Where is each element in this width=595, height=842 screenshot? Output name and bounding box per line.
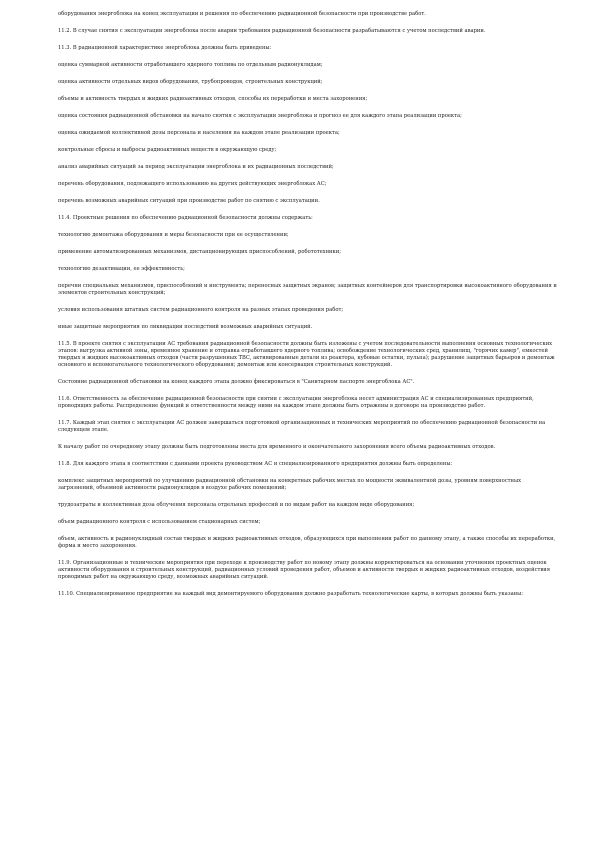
list-item: объем радиационного контроля с использованием стационарных систем;	[58, 519, 261, 525]
paragraph: Состояние радиационной обстановки на конец каждого этапа должно фиксироваться в "Санитарном паспорте энергоблока АС".	[58, 379, 415, 385]
list-item: оценка суммарной активности отработавшего ядерного топлива по отдельным радионуклидам;	[58, 62, 323, 68]
list-item: условия использования штатных систем радиационного контроля на разных этапах проведения работ;	[58, 307, 344, 313]
document-body	[58, 11, 558, 598]
paragraph: 11.2. В случае снятия с эксплуатации энергоблока после аварии требования радиационной безопасности разрабатываются с учетом последствий аварии.	[58, 28, 486, 34]
paragraph: 11.6. Ответственность за обеспечение радиационной безопасности при снятии с эксплуатации энергоблока несет администрация АС и специализированных предприятий, проводящих работы. Распределение функций и ответственности между ними на каждом этапе должны быть отражены в договоре на производство работ.	[58, 396, 534, 409]
paragraph: 11.8. Для каждого этапа в соответствии с данными проекта руководством АС и специализированного предприятия должны быть определены:	[58, 461, 453, 467]
list-item: оценка ожидаемой коллективной дозы персонала и населения на каждом этапе реализации проекта;	[58, 130, 340, 136]
list-item: перечень возможных аварийных ситуаций при производстве работ по снятию с эксплуатации.	[58, 198, 320, 204]
list-item: оценка состояния радиационной обстановки на начало снятия с эксплуатации энергоблока и прогноз ее для каждого этапа реализации проекта;	[58, 113, 462, 119]
list-item: иные защитные мероприятия по ликвидации последствий возможных аварийных ситуаций.	[58, 324, 313, 330]
list-item: технологию демонтажа оборудования и меры безопасности при ее осуществлении;	[58, 232, 289, 238]
list-item: оценка активности отдельных видов оборудования, трубопроводов, строительных конструкций;	[58, 79, 323, 85]
list-item: применение автоматизированных механизмов, дистанционирующих приспособлений, робототехники;	[58, 249, 341, 255]
paragraph: 11.3. В радиационной характеристике энергоблока должны быть приведены:	[58, 45, 272, 51]
list-item: объемы и активность твердых и жидких радиоактивных отходов, способы их переработки и места захоронения;	[58, 96, 368, 102]
paragraph: 11.5. В проекте снятия с эксплуатации АС требования радиационной безопасности должны быть изложены с учетом последовательности выполнения основных технологических этапов: выгрузка активной зоны, временное хранение и отправка отработавшего ядерного топлива; освобождение технологических сред, хранилищ, "горячих камер", емкостей твердых и жидких высокоактивных отходов (части разрушенных ТВС, активированные детали из реактора, кубовые остатки, пульпа); разрушение защитных барьеров и демонтаж основного и вспомогательного технологического оборудования; демонтаж или консервация строительных конструкций.	[58, 341, 555, 368]
list-item: комплекс защитных мероприятий по улучшению радиационной обстановки на конкретных рабочих местах по мощности эквивалентной дозы, уровням поверхностных загрязнений, объемной активности радионуклидов в воздухе рабочих помещений;	[58, 478, 521, 491]
list-item: контрольные сбросы и выбросы радиоактивных веществ в окружающую среду;	[58, 147, 277, 153]
list-item: трудозатраты и коллективная доза облучения персонала отдельных профессий и по видам работ на каждом виде оборудования;	[58, 502, 415, 508]
paragraph: 11.9. Организационные и технические мероприятия при переходе к производству работ по новому этапу должны корректироваться на основании уточнения проектных оценок активности оборудования и строительных конструкций, радиационных условий проведения работ, объемов и активности твердых и жидких радиоактивных отходов, воздействия проводимых работ на окружающую среду, возможных аварийных ситуаций.	[58, 560, 550, 580]
list-item: технологию дезактивации, ее эффективность;	[58, 266, 185, 272]
list-item: объем, активность и радионуклидный состав твердых и жидких радиоактивных отходов, образующихся при выполнении работ по данному этапу, а также способы их переработки, форма и место захоронения.	[58, 536, 556, 549]
list-item: перечень оборудования, подлежащего использованию на других действующих энергоблоках АС;	[58, 181, 327, 187]
list-item: перечни специальных механизмов, приспособлений и инструмента; переносных защитных экранов; защитных контейнеров для транспортировки высокоактивного оборудования и элементов строительных конструкций;	[58, 283, 557, 296]
paragraph: К началу работ по очередному этапу должны быть подготовлены места для временного и окончательного захоронения всего объема радиоактивных отходов.	[58, 444, 496, 450]
paragraph: 11.7. Каждый этап снятия с эксплуатации АС должен завершаться подготовкой организационных и технических мероприятий по обеспечению радиационной безопасности на следующем этапе.	[58, 420, 546, 433]
paragraph: 11.10. Специализированное предприятие на каждый вид демонтируемого оборудования должно разработать технологические карты, в которых должны быть указаны:	[58, 591, 523, 597]
paragraph: 11.4. Проектные решения по обеспечению радиационной безопасности должны содержать:	[58, 215, 313, 221]
paragraph: оборудования энергоблока на конец эксплуатации и решения по обеспечению радиационной безопасности при производстве работ.	[58, 11, 426, 17]
list-item: анализ аварийных ситуаций за период эксплуатации энергоблока и их радиационных последствий;	[58, 164, 334, 170]
